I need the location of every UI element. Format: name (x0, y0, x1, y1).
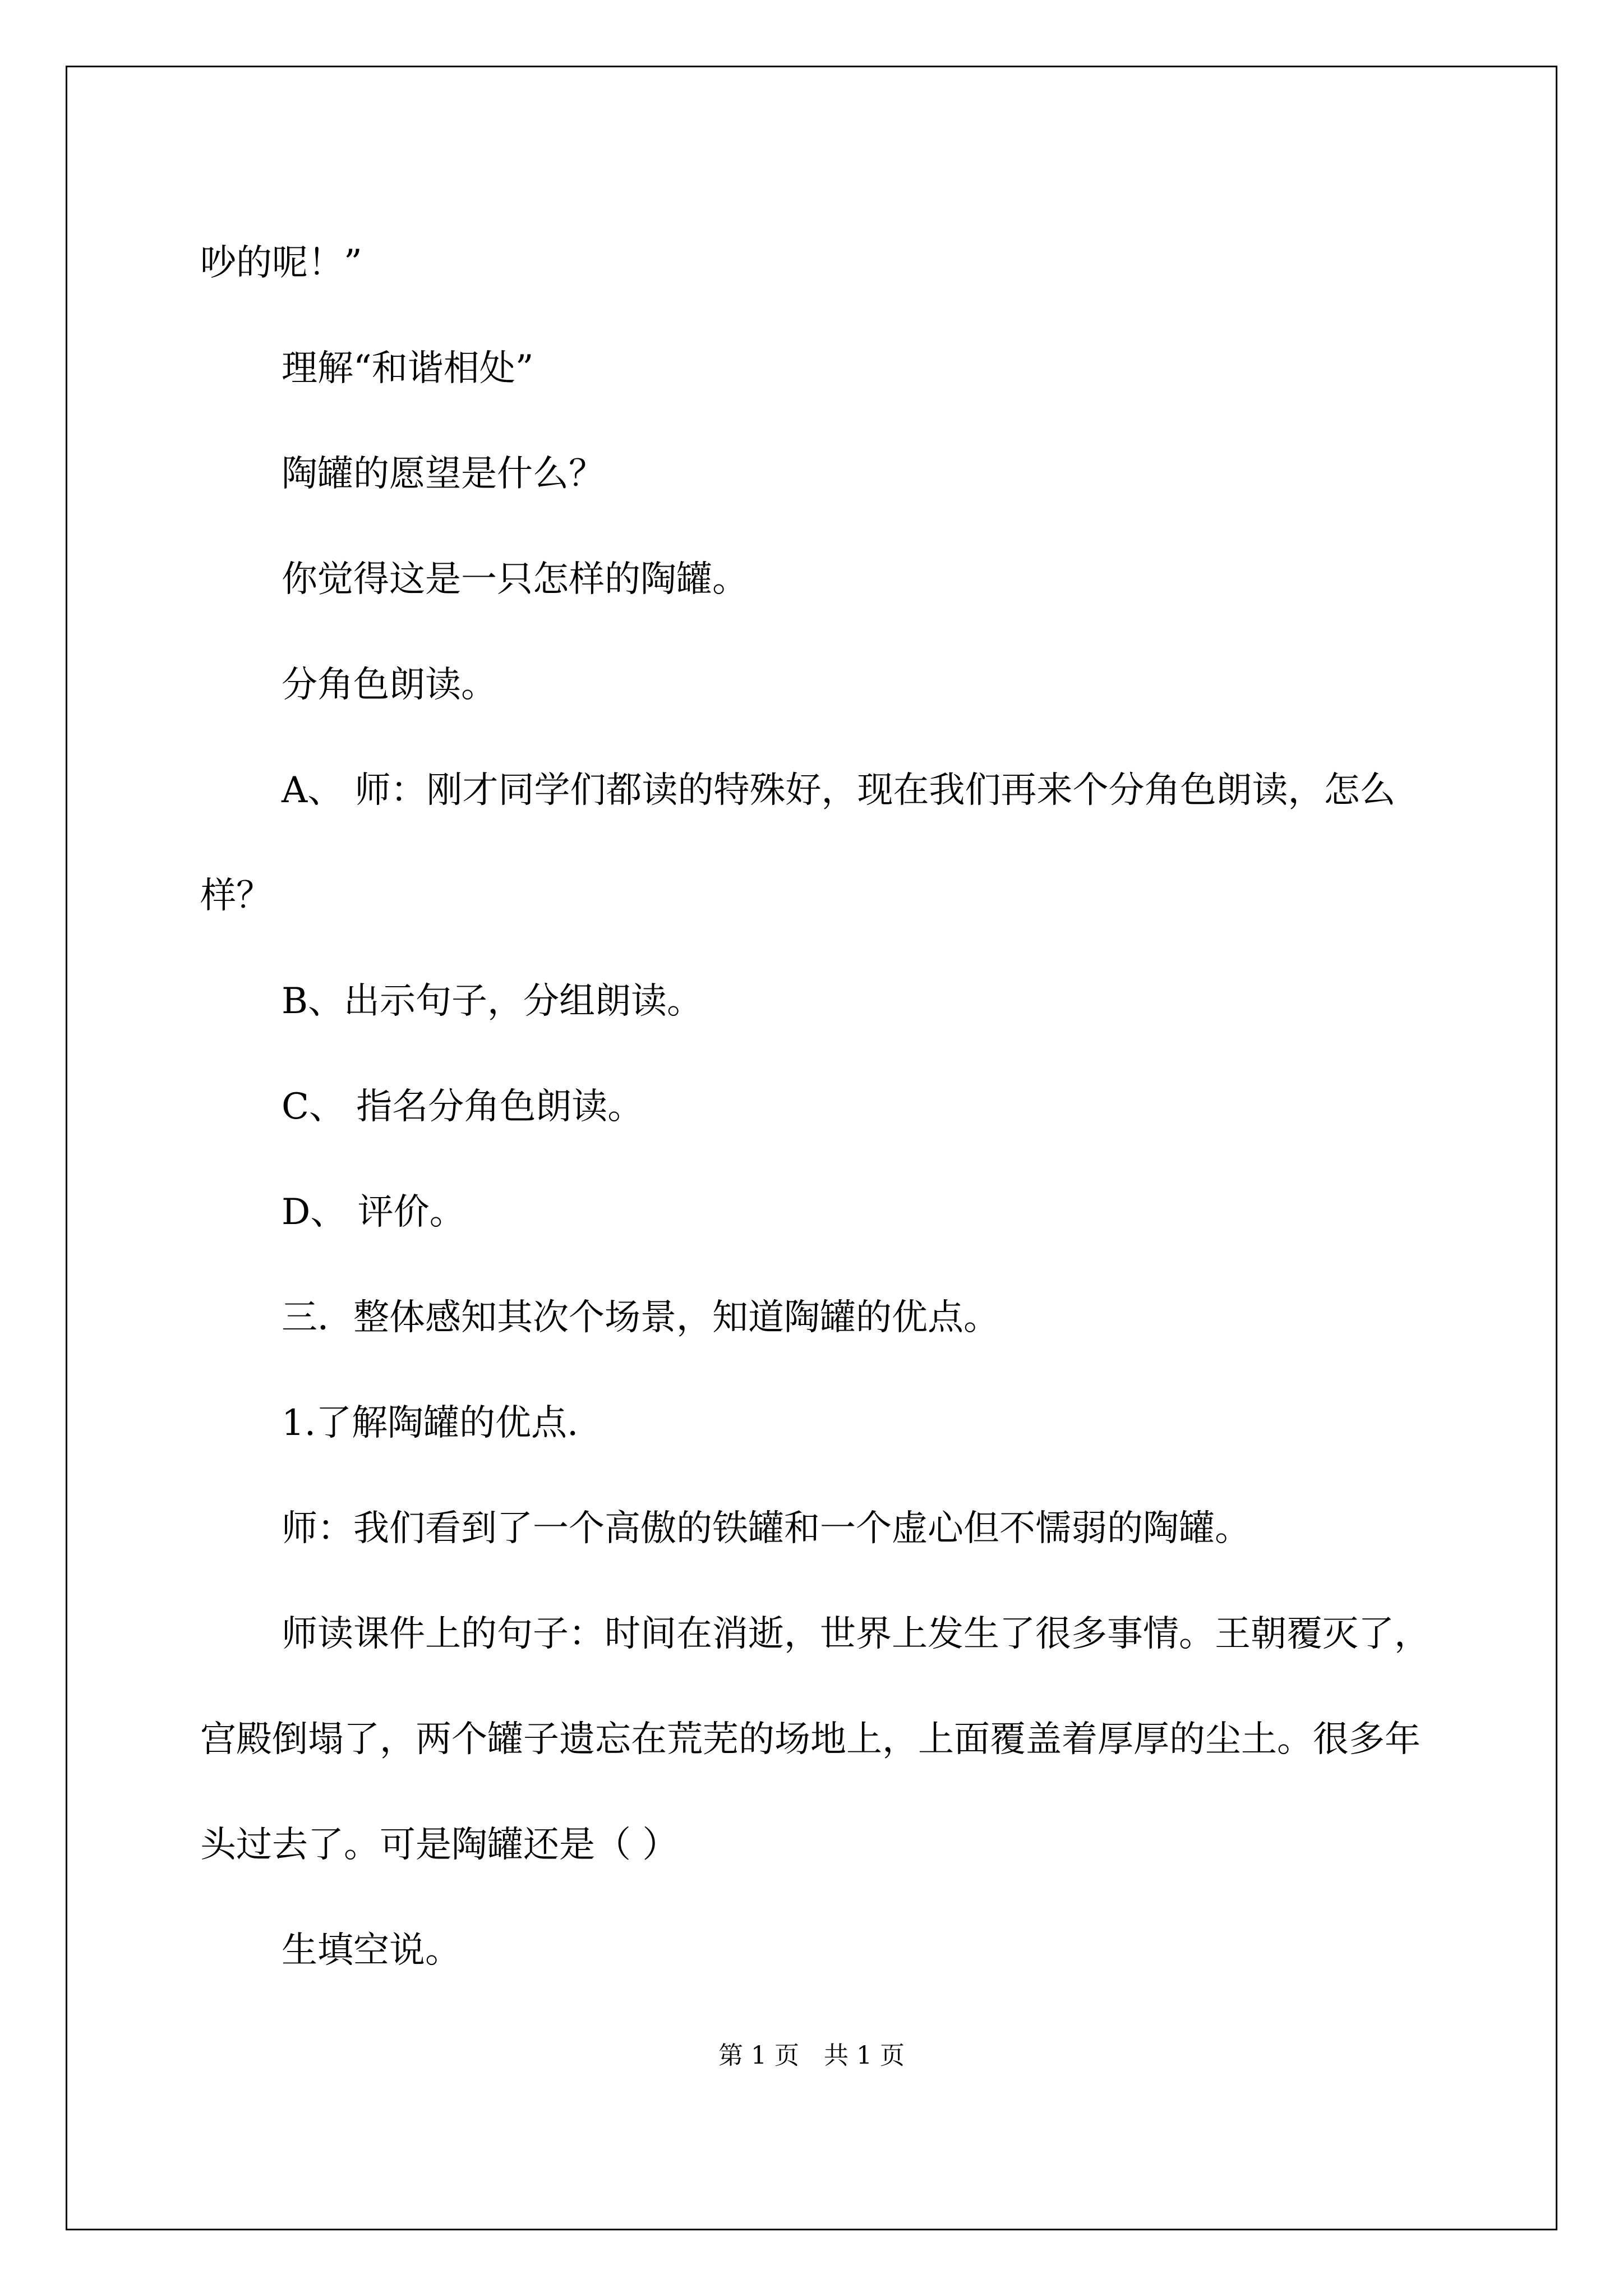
paragraph: 你觉得这是一只怎样的陶罐。 (282, 559, 748, 600)
paragraph: 师：我们看到了一个高傲的铁罐和一个虚心但不懦弱的陶罐。 (282, 1508, 1251, 1549)
paragraph: C、 指名分角色朗读。 (282, 1086, 644, 1128)
paragraph: 理解“和谐相处” (282, 348, 534, 389)
paragraph: 生填空说。 (282, 1930, 461, 1971)
paragraph: 陶罐的愿望是什么？ (282, 453, 605, 495)
paragraph: 分角色朗读。 (282, 664, 497, 706)
paragraph: 吵的呢！” (200, 242, 362, 284)
paragraph: A、 师：刚才同学们都读的特殊好，现在我们再来个分角色朗读，怎么样？ (200, 770, 1396, 917)
page-footer: 第 1 页 共 1 页 (718, 2041, 905, 2070)
paragraph: 师读课件上的句子：时间在消逝，世界上发生了很多事情。王朝覆灭了，宫殿倒塌了，两个罐子遗忘在荒芜的场地上，上面覆盖着厚厚的尘土。很多年头过去了。可是陶罐还是（ ） (200, 1613, 1430, 1866)
paragraph: 三．整体感知其次个场景，知道陶罐的优点。 (282, 1297, 999, 1338)
paragraph: D、 评价。 (282, 1191, 465, 1233)
paragraph: B、出示句子，分组朗读。 (282, 981, 703, 1022)
document-body (200, 210, 1434, 2003)
paragraph: 1.了解陶罐的优点. (282, 1402, 579, 1444)
